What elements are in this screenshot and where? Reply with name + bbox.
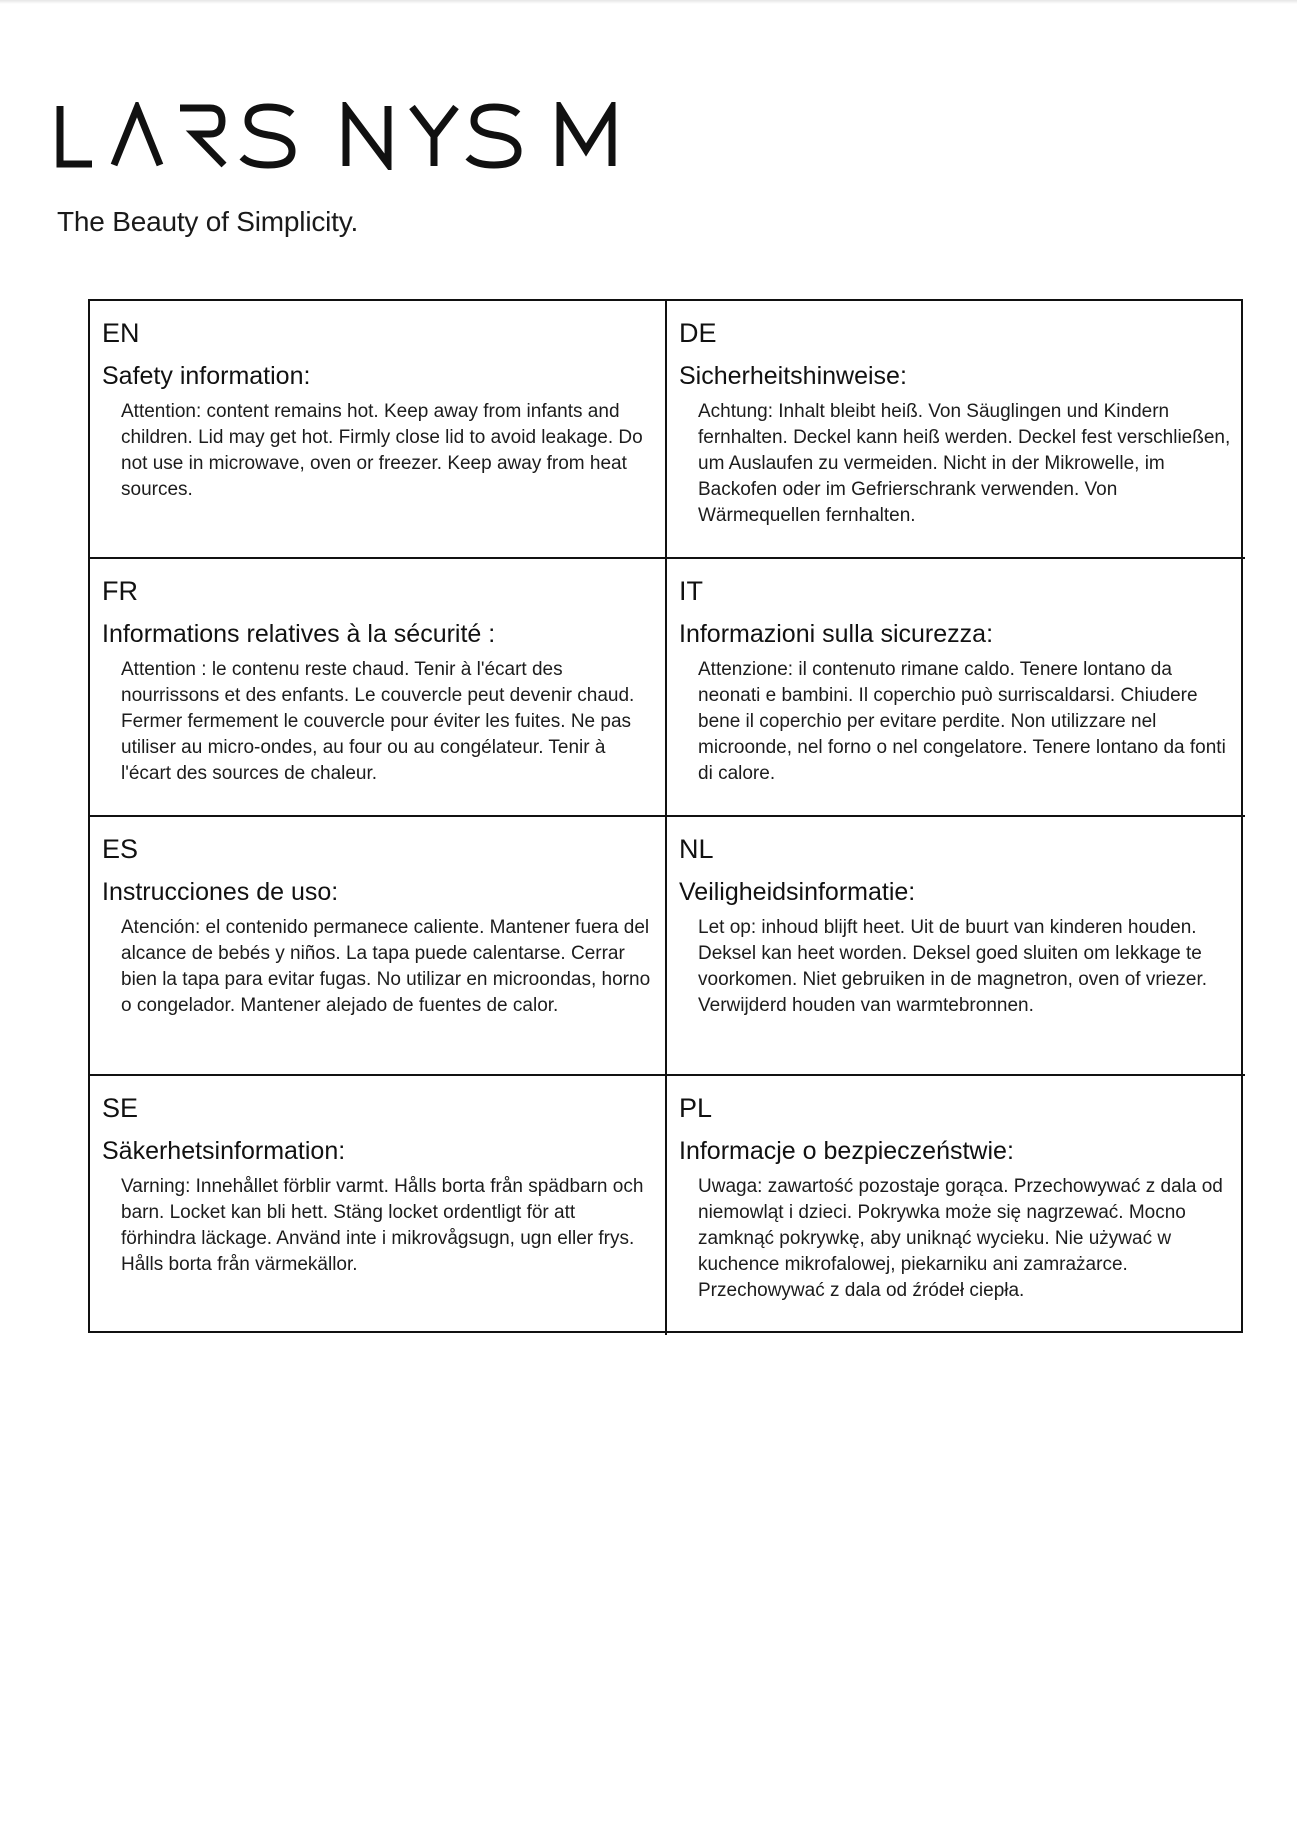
section-text: Varning: Innehållet förblir varmt. Hålls borta från spädbarn och barn. Locket kan bli hett. Stäng locket ordentligt för att förhindra läckage. Använd inte i mikrovågsugn, ugn eller frys. Hålls borta från värmekällor. [121,1176,644,1275]
section-text: Attention : le contenu reste chaud. Tenir à l'écart des nourrissons et des enfants. Le couvercle peut devenir chaud. Fermer fermement le couvercle pour éviter les fuites. Ne pas utiliser au micro-ondes, au four ou au congélateur. Tenir à l'écart des sources de chaleur. [121,659,635,784]
language-code: IT [679,576,703,606]
section-text: Achtung: Inhalt bleibt heiß. Von Säuglingen und Kindern fernhalten. Deckel kann heiß werden. Deckel fest verschließen, um Auslaufen zu vermeiden. Nicht in der Mikrowelle, im Backofen oder im Gefrierschrank verwenden. Von Wärmequellen fernhalten. [698,401,1231,526]
section-nl [667,817,1245,1076]
section-title: Veiligheidsinformatie: [679,878,916,906]
brand-logo [56,102,616,170]
section-text: Uwaga: zawartość pozostaje gorąca. Przechowywać z dala od niemowląt i dzieci. Pokrywka może się nagrzewać. Mocno zamknąć pokrywkę, aby uniknąć wycieku. Nie używać w kuchence mikrofalowej, piekarniku ani zamrażarce. Przechowywać z dala od źródeł ciepła. [698,1176,1223,1301]
section-pl [667,1076,1245,1335]
section-title: Instrucciones de uso: [102,878,339,906]
section-text: Attention: content remains hot. Keep away from infants and children. Lid may get hot. Firmly close lid to avoid leakage. Do not use in microwave, oven or freezer. Keep away from heat sources. [121,401,643,500]
section-fr [90,559,667,817]
section-title: Informacje o bezpieczeństwie: [679,1137,1014,1165]
language-code: FR [102,576,138,606]
section-en [90,301,667,559]
section-title: Informazioni sulla sicurezza: [679,620,994,648]
tagline: The Beauty of Simplicity. [57,206,359,237]
section-title: Informations relatives à la sécurité : [102,620,496,648]
section-de [667,301,1245,559]
section-text: Let op: inhoud blijft heet. Uit de buurt van kinderen houden. Deksel kan heet worden. Deksel goed sluiten om lekkage te voorkomen. Niet gebruiken in de magnetron, oven of vriezer. Verwijderd houden van warmtebronnen. [698,917,1208,1016]
language-code: SE [102,1093,139,1123]
page-top-edge [0,0,1297,4]
safety-info-table [88,299,1243,1333]
section-title: Safety information: [102,362,311,390]
language-code: DE [679,318,717,348]
language-code: EN [102,318,140,348]
language-code: ES [102,834,139,864]
language-code: NL [679,834,714,864]
section-se [90,1076,667,1335]
section-text: Attenzione: il contenuto rimane caldo. Tenere lontano da neonati e bambini. Il coperchio può surriscaldarsi. Chiudere bene il coperchio per evitare perdite. Non utilizzare nel microonde, nel forno o nel congelatore. Tenere lontano da fonti di calore. [698,659,1226,784]
section-text: Atención: el contenido permanece caliente. Mantener fuera del alcance de bebés y niños. La tapa puede calentarse. Cerrar bien la tapa para evitar fugas. No utilizar en microondas, horno o congelador. Mantener alejado de fuentes de calor. [121,917,651,1016]
section-es [90,817,667,1076]
language-code: PL [679,1093,713,1123]
section-title: Sicherheitshinweise: [679,362,907,390]
section-title: Säkerhetsinformation: [102,1137,346,1165]
section-it [667,559,1245,817]
